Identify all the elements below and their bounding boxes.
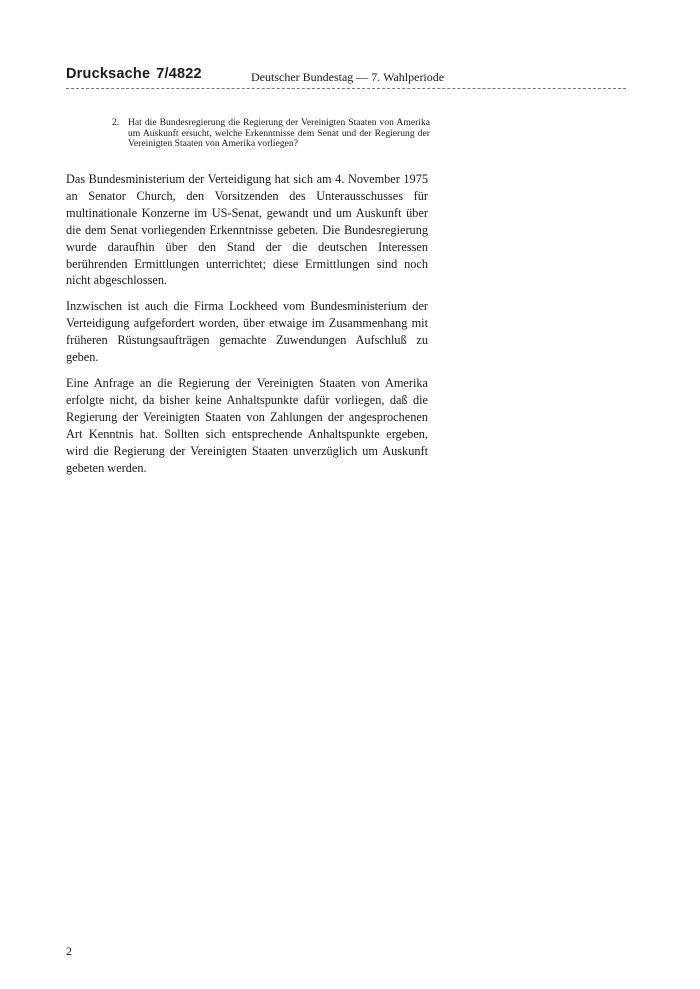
- question-number: 2.: [112, 117, 120, 128]
- header-title: Deutscher Bundestag — 7. Wahlperiode: [251, 70, 445, 84]
- document-id: [66, 66, 202, 82]
- question-text: Hat die Bundesregierung die Regierung der Vereinigten Staaten von Amerika um Auskunft ersucht, welche Erkenntnisse dem Senat und der Regierung der Vereinigten Staaten von Amerika vorliegen?: [128, 117, 430, 150]
- answer-block: [66, 171, 428, 485]
- question-block: [112, 118, 430, 150]
- document-number: 7/4822: [156, 66, 202, 82]
- answer-paragraph: Inzwischen ist auch die Firma Lockheed vom Bundesministerium der Verteidigung aufgefordert worden, über etwaige im Zusammenhang mit früheren Rüstungsaufträgen gemachte Zuwendungen Aufschluß zu geben.: [66, 299, 428, 365]
- header-divider: [66, 88, 626, 89]
- answer-paragraph: Das Bundesministerium der Verteidigung hat sich am 4. November 1975 an Senator Church, den Vorsitzenden des Unterausschusses für multinationale Konzerne im US-Senat, gewandt und um Auskunft über die dem Senat vorliegenden Erkenntnisse gebeten. Die Bundesregierung wurde daraufhin über den Stand der die deutschen Interessen berührenden Ermittlungen unterrichtet; diese Ermittlungen sind noch nicht abgeschlossen.: [66, 172, 428, 288]
- page-header: [66, 66, 626, 92]
- document-label: Drucksache: [66, 66, 151, 82]
- answer-paragraph: Eine Anfrage an die Regierung der Vereinigten Staaten von Amerika erfolgte nicht, da bisher keine Anhaltspunkte dafür vorliegen, daß die Regierung der Vereinigten Staaten von Zahlungen der angesprochenen Art Kenntnis hat. Sollten sich entsprechende Anhaltspunkte ergeben, wird die Regierung der Vereinigten Staaten unverzüglich um Auskunft gebeten werden.: [66, 375, 428, 475]
- page-number: 2: [66, 944, 72, 958]
